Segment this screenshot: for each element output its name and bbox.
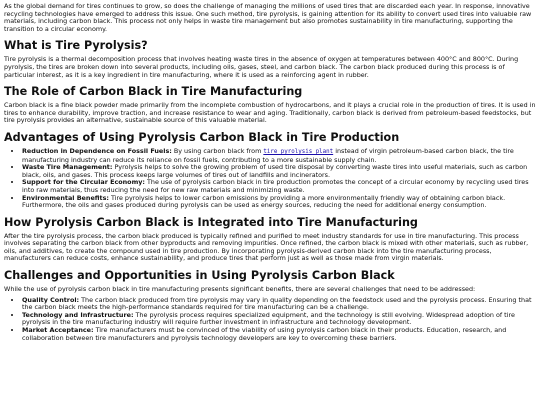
list-item bbox=[22, 312, 536, 327]
list-item-term: Technology and Infrastructure: bbox=[22, 310, 134, 319]
list-item-term: Market Acceptance: bbox=[22, 326, 94, 335]
list-item bbox=[22, 327, 536, 342]
list-item-text: The pyrolysis process requires specialized equipment, and the technology is still evolving. Widespread adoption of tire pyrolysis in the tire manufacturing industry will require further investment in infrastructure and technology development. bbox=[22, 310, 515, 327]
list-item-term: Support for the Circular Economy: bbox=[22, 178, 145, 187]
heading-challenges: Challenges and Opportunities in Using Pyrolysis Carbon Black bbox=[4, 269, 395, 283]
heading-integration: How Pyrolysis Carbon Black is Integrated into Tire Manufacturing bbox=[4, 215, 418, 229]
heading-advantages: Advantages of Using Pyrolysis Carbon Black in Tire Production bbox=[4, 130, 400, 144]
list-item-text: The use of pyrolysis carbon black in tire production promotes the concept of a circular economy by recycling used tires into raw materials, thus reducing the need for new raw materials and minimizing waste. bbox=[22, 178, 529, 194]
challenges-paragraph: While the use of pyrolysis carbon black in tire manufacturing presents significant benefits, there are several challenges that need to be addressed: bbox=[4, 285, 476, 294]
what-paragraph: Tire pyrolysis is a thermal decomposition process that involves heating waste tires in the absence of oxygen at temperatures between 400°C and 800°C. During pyrolysis, the tires are broken down into several products, including oils, gases, steel, and carbon black. The carbon black produced during this process is of particular interest, as it is a key ingredient in tire manufacturing, where it is used as a reinforcing agent in rubber. bbox=[4, 55, 519, 79]
intro-paragraph: As the global demand for tires continues to grow, so does the challenge of managing the millions of used tires that are discarded each year. In response, innovative recycling technologies have emerged to address this issue. One such method, tire pyrolysis, is gaining attention for its ability to convert used tires into valuable raw materials, including carbon black. This process not only helps in waste tire management but also promotes sustainability in tire manufacturing, supporting the transition to a circular economy. bbox=[4, 2, 532, 33]
list-item bbox=[22, 195, 536, 210]
heading-role-of-carbon-black: The Role of Carbon Black in Tire Manufacturing bbox=[4, 85, 303, 99]
advantages-list bbox=[4, 148, 536, 210]
list-item-text: Pyrolysis helps to solve the growing problem of used tire disposal by converting waste tires into useful materials, such as carbon black, oils, and gases. This process keeps large volumes of tires out of landfills and incinerators. bbox=[22, 163, 528, 179]
list-item bbox=[22, 148, 536, 164]
list-item bbox=[22, 297, 536, 312]
challenges-list bbox=[4, 297, 536, 343]
list-item-text: By using carbon black from bbox=[171, 146, 264, 155]
list-item-term: Environmental Benefits: bbox=[22, 193, 109, 202]
heading-what-is-tire-pyrolysis: What is Tire Pyrolysis? bbox=[4, 39, 148, 53]
tire-pyrolysis-plant-link[interactable]: tire pyrolysis plant bbox=[263, 148, 334, 155]
role-paragraph: Carbon black is a fine black powder made primarily from the incomplete combustion of hydrocarbons, and it plays a crucial role in the production of tires. It is used in tires to enhance durability, improve traction, and increase resistance to wear and aging. Traditionally, carbon black is derived from petroleum-based feedstocks, but tire pyrolysis provides an alternative, sustainable source of this valuable material. bbox=[4, 101, 536, 125]
integration-paragraph: After the tire pyrolysis process, the carbon black produced is typically refined and purified to meet industry standards for use in tire manufacturing. This process involves separating the carbon black from other byproducts and removing impurities. Once refined, the carbon black is mixed with other materials, such as rubber, oils, and additives, to create the compound used in tire production. By incorporating pyrolysis-derived carbon black into the tire manufacturing process, manufacturers can reduce costs, enhance sustainability, and produce tires that perform just as well as those made from virgin materials. bbox=[4, 231, 529, 263]
list-item bbox=[22, 179, 536, 194]
list-item-text: Tire manufacturers must be convinced of the viability of using pyrolysis carbon black in their products. Education, research, and collaboration between tire manufacturers and pyrolysis technology developers are key to overcoming these barriers. bbox=[22, 326, 507, 342]
list-item-term: Waste Tire Management: bbox=[22, 163, 113, 172]
list-item bbox=[22, 164, 536, 179]
list-item-text: instead of virgin petroleum-based carbon black, the tire manufacturing industry can reduce its reliance on fossil fuels, contributing to a more sustainable supply chain. bbox=[22, 146, 514, 164]
list-item-term: Quality Control: bbox=[22, 295, 80, 304]
list-item-text: The carbon black produced from tire pyrolysis may vary in quality depending on the feedstock used and the pyrolysis process. Ensuring that the carbon black meets the high-performance standards required for tire manufacturing can be a challenge. bbox=[22, 295, 532, 312]
list-item-text: Tire pyrolysis helps to lower carbon emissions by providing a more environmentally friendly way of obtaining carbon black. Furthermore, the oils and gases produced during pyrolysis can be used as energy sources, reducing the need for additional energy consumption. bbox=[22, 193, 506, 210]
list-item-term: Reduction in Dependence on Fossil Fuels: bbox=[22, 146, 172, 155]
